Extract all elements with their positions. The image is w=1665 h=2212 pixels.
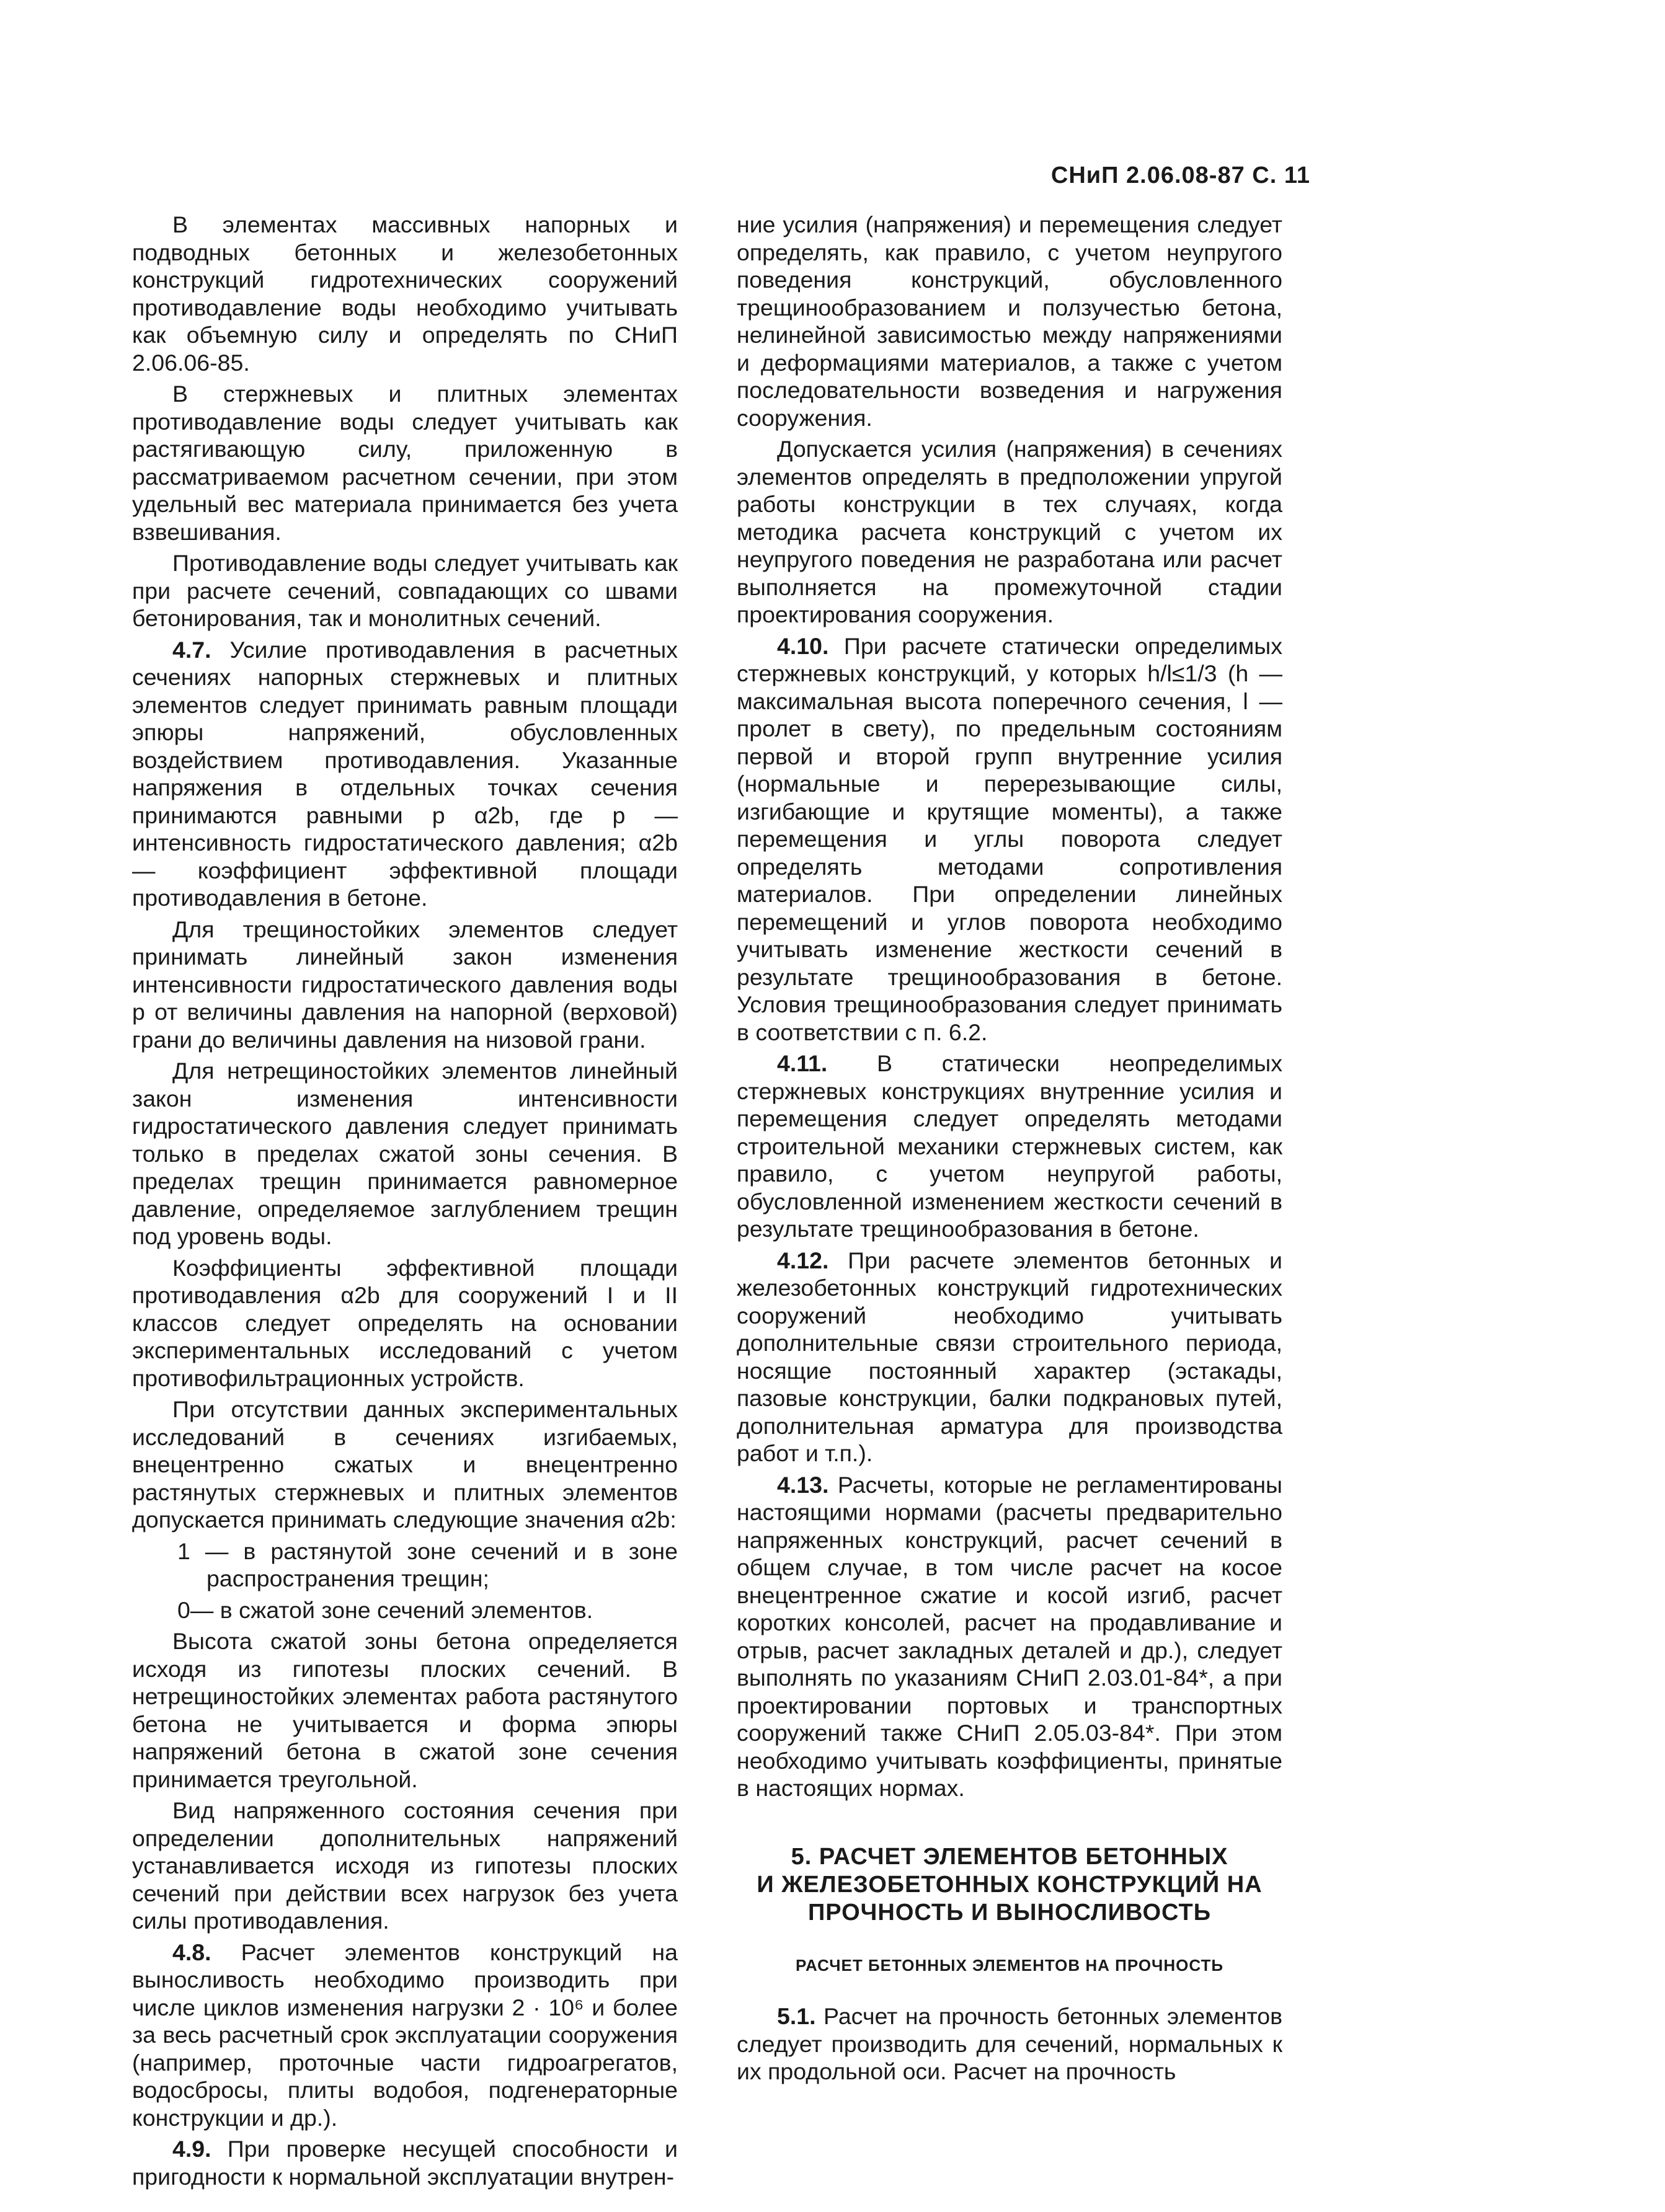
paragraph [737,1247,1282,1467]
right-column [737,211,1282,2089]
paragraph-text: ние усилия (напряжения) и перемещения следует определять, как правило, с учетом неупругого поведения конструкций, обусловленного трещинообразованием и ползучестью бетона, нелинейной зависимостью между напряжениями и деформациями материалов, а также с учетом последовательности возведения и нагружения сооружения. [737,211,1282,431]
paragraph [737,632,1282,1046]
paragraph-text: Расчет на прочность бетонных элементов следует производить для сечений, нормальных к их продольной оси. Расчет на прочность [737,2003,1282,2084]
paragraph-text: При расчете статически определимых стержневых конструкций, у которых h/l≤1/3 (h — максимальная высота поперечного сечения, l — пролет в свету), по предельным состояниям первой и второй групп внутренние усилия (нормальные и перерезывающие силы, изгибающие и крутящие моменты), а также перемещения и углы поворота следует определять методами сопротивления материалов. При определении линейных перемещений и углов поворота необходимо учитывать изменение жесткости сечений в результате трещинообразования в бетоне. Условия трещинообразования следует принимать в соответствии с п. 6.2. [737,632,1282,1045]
subsection-title: РАСЧЕТ БЕТОННЫХ ЭЛЕМЕНТОВ НА ПРОЧНОСТЬ [795,1955,1224,1975]
paragraph-text: Усилие противодавления в расчетных сечениях напорных стержневых и плитных элементов следует принимать равным площади эпюры напряжений, обусловленных воздействием противодавления. Указанные напряжения в отдельных точках сечения принимаются равными p α2b, где p — интенсивность гидростатического давления; α2b — коэффициент эффективной площади противодавления в бетоне. [132,636,678,911]
paragraph [132,636,678,912]
paragraph [737,1050,1282,1243]
paragraph-text: Высота сжатой зоны бетона определяется исходя из гипотезы плоских сечений. В нетрещиностойких элементах работа растянутого бетона не учитывается и форма эпюры напряжений бетона в сжатой зоне сечения принимается треугольной. [132,1628,678,1792]
paragraph [132,549,678,632]
paragraph-text: Допускается усилия (напряжения) в сечениях элементов определять в предположении упругой работы конструкции в тех случаях, когда методика расчета конструкций с учетом их неупругого поведения не разработана или расчет выполняется на промежуточной стадии проектирования сооружения. [737,436,1282,627]
paragraph-number: 4.11. [777,1050,828,1076]
paragraph [132,211,678,376]
paragraph-text: При отсутствии данных экспериментальных исследований в сечениях изгибаемых, внецентренно сжатых и внецентренно растянутых стержневых и плитных элементов допускается принимать следующие значения α2b: [132,1396,678,1533]
paragraph [132,1537,678,1593]
paragraph [132,1797,678,1935]
paragraph-text: В стержневых и плитных элементах противодавление воды следует учитывать как растягивающую силу, приложенную в рассматриваемом расчетном сечении, при этом удельный вес материала принимается без учета взвешивания. [132,381,678,545]
paragraph-number: 4.9. [172,2136,211,2162]
paragraph [132,1254,678,1392]
paragraph [737,211,1282,431]
paragraph-text: Для нетрещиностойких элементов линейный закон изменения интенсивности гидростатического давления следует принимать только в пределах сжатой зоны сечения. В пределах трещин принимается равномерное давление, определяемое заглублением трещин под уровень воды. [132,1058,678,1249]
paragraph-text: Для трещиностойких элементов следует принимать линейный закон изменения интенсивности гидростатического давления воды p от величины давления на напорной (верховой) грани до величины давления на низовой грани. [132,916,678,1053]
paragraph-text: Противодавление воды следует учитывать как при расчете сечений, совпадающих со швами бетонирования, так и монолитных сечений. [132,550,678,631]
paragraph [132,916,678,1054]
paragraph-text: При проверке несущей способности и пригодности к нормальной эксплуатации внутрен- [132,2136,678,2190]
paragraph-5-1 [737,2002,1282,2086]
paragraph-number: 4.8. [172,1939,211,1965]
paragraph-text: Вид напряженного состояния сечения при определении дополнительных напряжений устанавливается исходя из гипотезы плоских сечений при действии всех нагрузок без учета силы противодавления. [132,1797,678,1934]
left-column [132,211,678,2194]
paragraph-number: 4.7. [172,636,211,663]
paragraph-text: При расчете элементов бетонных и железобетонных конструкций гидротехнических сооружений необходимо учитывать дополнительные связи строительного периода, носящие постоянный характер (эстакады, пазовые конструкции, балки подкрановых путей, дополнительная арматура для производства работ и т.п.). [737,1247,1282,1466]
paragraph [132,1939,678,2132]
section-title-line: 5. РАСЧЕТ ЭЛЕМЕНТОВ БЕТОННЫХ [791,1843,1228,1870]
section-title-line: И ЖЕЛЕЗОБЕТОННЫХ КОНСТРУКЦИЙ НА [757,1871,1263,1898]
section-title [737,1843,1282,1927]
paragraph-number: 4.12. [777,1247,829,1273]
section-title-line: ПРОЧНОСТЬ И ВЫНОСЛИВОСТЬ [807,1899,1212,1926]
paragraph [737,1471,1282,1802]
paragraph-text: Расчет элементов конструкций на выносливость необходимо производить при числе циклов изменения нагрузки 2 · 10⁶ и более за весь расчетный срок эксплуатации сооружения (например, проточные части гидроагрегатов, водосбросы, плиты водобоя, подгенераторные конструкции и др.). [132,1939,678,2131]
page-header: СНиП 2.06.08-87 С. 11 [1050,162,1310,188]
paragraph [132,1596,678,1624]
paragraph-text: Коэффициенты эффективной площади противодавления α2b для сооружений I и II классов следует определять на основании экспериментальных исследований с учетом противофильтрационных устройств. [132,1254,678,1391]
paragraph-number: 4.13. [777,1471,829,1498]
paragraph-text: Расчеты, которые не регламентированы настоящими нормами (расчеты предварительно напряженных конструкций, расчет сечений в общем случае, в том числе расчет на косое внецентренное сжатие и косой изгиб, расчет коротких консолей, расчет на продавливание и отрыв, расчет закладных деталей и др.), следует выполнять по указаниям СНиП 2.03.01-84*, а при проектировании портовых и транспортных сооружений также СНиП 2.05.03-84*. При этом необходимо учитывать коэффициенты, принятые в настоящих нормах. [737,1471,1282,1801]
paragraph [132,380,678,546]
paragraph [132,1627,678,1793]
paragraph-text: В статически неопределимых стержневых конструкциях внутренние усилия и перемещения следует определять методами строительной механики стержневых систем, как правило, с учетом неупругой работы, обусловленной изменением жесткости сечений в результате трещинообразования в бетоне. [737,1050,1282,1242]
paragraph [132,1396,678,1534]
paragraph-text: 0— в сжатой зоне сечений элементов. [177,1596,593,1623]
paragraph-text: В элементах массивных напорных и подводных бетонных и железобетонных конструкций гидротехнических сооружений противодавление воды необходимо учитывать как объемную силу и определять по СНиП 2.06.06-85. [132,211,678,376]
paragraph-number: 4.10. [777,632,829,659]
paragraph-text: 1 — в растянутой зоне сечений и в зоне распространения трещин; [177,1537,678,1591]
paragraph [132,2135,678,2190]
paragraph [132,1057,678,1250]
paragraph-number: 5.1. [777,2003,816,2029]
paragraph [737,435,1282,629]
